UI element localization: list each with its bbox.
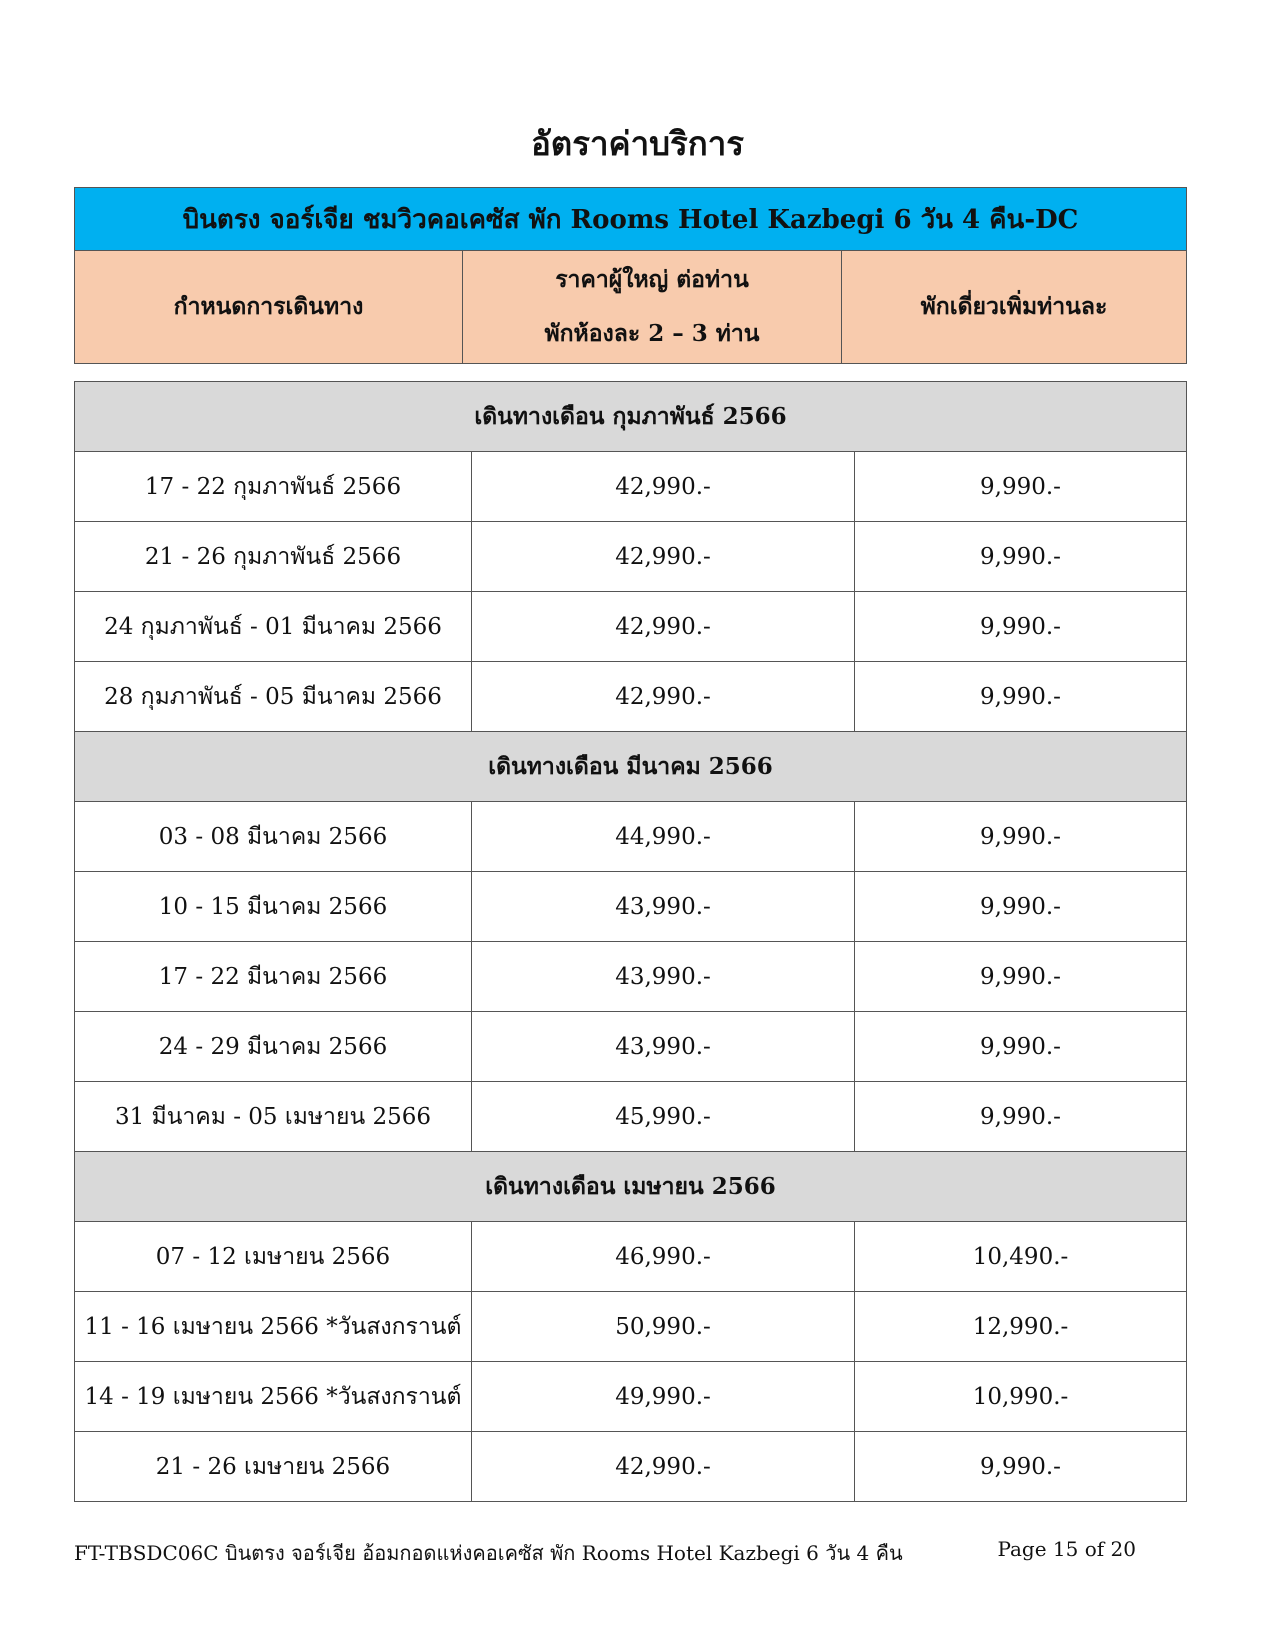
travel-date-cell: 28 กุมภาพันธ์ - 05 มีนาคม 2566 — [75, 662, 472, 732]
adult-price-cell: 43,990.- — [472, 872, 855, 942]
month-heading: เดินทางเดือน มีนาคม 2566 — [75, 732, 1187, 802]
adult-price-cell: 43,990.- — [472, 1012, 855, 1082]
table-row — [75, 942, 1187, 1012]
table-row — [75, 1362, 1187, 1432]
col-header-date: กำหนดการเดินทาง — [75, 251, 463, 364]
adult-price-cell: 49,990.- — [472, 1362, 855, 1432]
travel-date-cell: 03 - 08 มีนาคม 2566 — [75, 802, 472, 872]
month-row — [75, 382, 1187, 452]
table-row — [75, 1222, 1187, 1292]
adult-price-cell: 42,990.- — [472, 592, 855, 662]
rate-table — [74, 381, 1187, 1502]
rate-table-body — [75, 382, 1187, 1502]
travel-date-cell: 07 - 12 เมษายน 2566 — [75, 1222, 472, 1292]
table-row — [75, 1012, 1187, 1082]
travel-date-cell: 24 - 29 มีนาคม 2566 — [75, 1012, 472, 1082]
travel-date-cell: 17 - 22 มีนาคม 2566 — [75, 942, 472, 1012]
table-row — [75, 802, 1187, 872]
adult-price-cell: 42,990.- — [472, 522, 855, 592]
col-header-adult-line1: ราคาผู้ใหญ่ ต่อท่าน — [555, 266, 749, 293]
single-supplement-cell: 10,990.- — [855, 1362, 1187, 1432]
page-title: อัตราค่าบริการ — [530, 124, 745, 163]
adult-price-cell: 43,990.- — [472, 942, 855, 1012]
single-supplement-cell: 9,990.- — [855, 942, 1187, 1012]
adult-price-cell: 42,990.- — [472, 452, 855, 522]
adult-price-cell: 46,990.- — [472, 1222, 855, 1292]
table-row — [75, 662, 1187, 732]
adult-price-cell: 50,990.- — [472, 1292, 855, 1362]
table-row — [75, 452, 1187, 522]
travel-date-cell: 10 - 15 มีนาคม 2566 — [75, 872, 472, 942]
single-supplement-cell: 9,990.- — [855, 1012, 1187, 1082]
adult-price-cell: 45,990.- — [472, 1082, 855, 1152]
page-footer — [74, 1537, 1136, 1569]
col-header-single: พักเดี่ยวเพิ่มท่านละ — [842, 251, 1187, 364]
adult-price-cell: 42,990.- — [472, 662, 855, 732]
col-header-adult-price — [463, 251, 842, 364]
single-supplement-cell: 12,990.- — [855, 1292, 1187, 1362]
tour-banner: บินตรง จอร์เจีย ชมวิวคอเคซัส พัก Rooms Hotel Kazbegi 6 วัน 4 คืน-DC — [75, 188, 1187, 251]
single-supplement-cell: 10,490.- — [855, 1222, 1187, 1292]
table-row — [75, 522, 1187, 592]
footer-page-number: Page 15 of 20 — [997, 1537, 1136, 1561]
single-supplement-cell: 9,990.- — [855, 522, 1187, 592]
adult-price-cell: 44,990.- — [472, 802, 855, 872]
travel-date-cell: 31 มีนาคม - 05 เมษายน 2566 — [75, 1082, 472, 1152]
single-supplement-cell: 9,990.- — [855, 592, 1187, 662]
table-row — [75, 872, 1187, 942]
travel-date-cell: 17 - 22 กุมภาพันธ์ 2566 — [75, 452, 472, 522]
travel-date-cell: 14 - 19 เมษายน 2566 *วันสงกรานต์ — [75, 1362, 472, 1432]
table-row — [75, 1432, 1187, 1502]
single-supplement-cell: 9,990.- — [855, 1432, 1187, 1502]
travel-date-cell: 11 - 16 เมษายน 2566 *วันสงกรานต์ — [75, 1292, 472, 1362]
col-header-adult-line2: พักห้องละ 2 – 3 ท่าน — [544, 320, 760, 347]
month-heading: เดินทางเดือน เมษายน 2566 — [75, 1152, 1187, 1222]
month-heading: เดินทางเดือน กุมภาพันธ์ 2566 — [75, 382, 1187, 452]
travel-date-cell: 21 - 26 กุมภาพันธ์ 2566 — [75, 522, 472, 592]
tour-header-table — [74, 187, 1187, 364]
single-supplement-cell: 9,990.- — [855, 452, 1187, 522]
table-row — [75, 1082, 1187, 1152]
single-supplement-cell: 9,990.- — [855, 662, 1187, 732]
table-row — [75, 1292, 1187, 1362]
single-supplement-cell: 9,990.- — [855, 1082, 1187, 1152]
footer-code: FT-TBSDC06C บินตรง จอร์เจีย อ้อมกอดแห่งคอเคซัส พัก Rooms Hotel Kazbegi 6 วัน 4 คืน — [74, 1541, 903, 1565]
month-row — [75, 1152, 1187, 1222]
adult-price-cell: 42,990.- — [472, 1432, 855, 1502]
travel-date-cell: 21 - 26 เมษายน 2566 — [75, 1432, 472, 1502]
travel-date-cell: 24 กุมภาพันธ์ - 01 มีนาคม 2566 — [75, 592, 472, 662]
month-row — [75, 732, 1187, 802]
table-row — [75, 592, 1187, 662]
single-supplement-cell: 9,990.- — [855, 872, 1187, 942]
single-supplement-cell: 9,990.- — [855, 802, 1187, 872]
